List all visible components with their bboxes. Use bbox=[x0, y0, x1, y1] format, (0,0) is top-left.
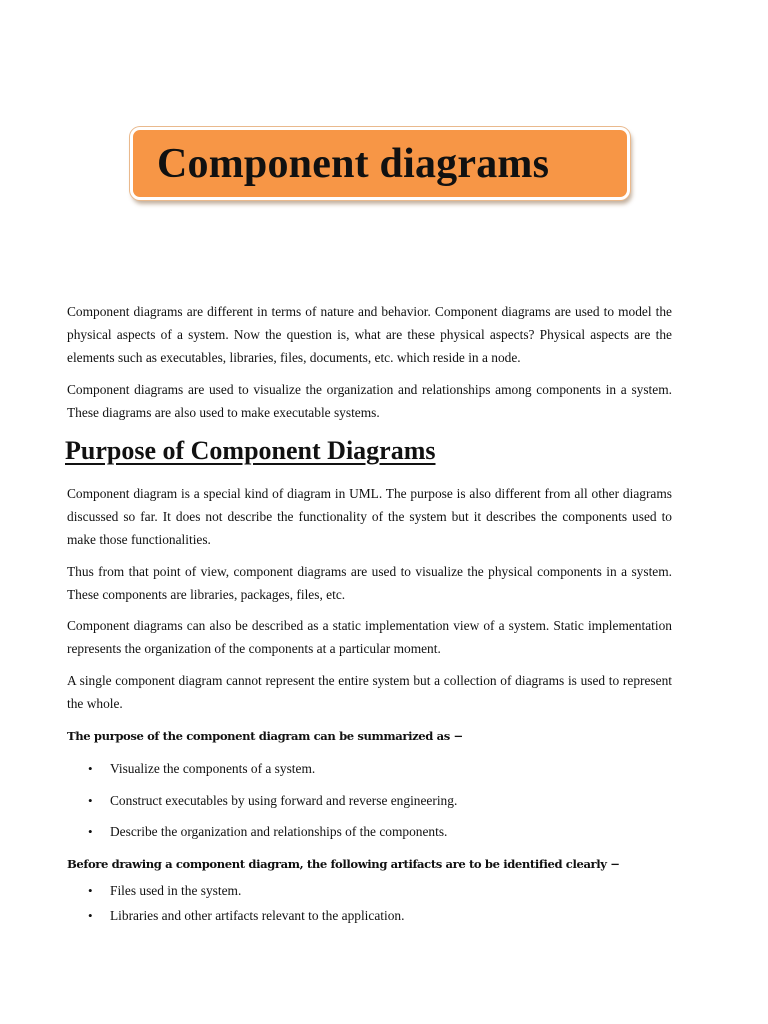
list-item-text: Describe the organization and relationships of the components. bbox=[110, 824, 448, 839]
page-title: Component diagrams bbox=[157, 140, 550, 187]
list-item-text: Visualize the components of a system. bbox=[110, 761, 316, 776]
list-item bbox=[88, 822, 447, 842]
purpose-paragraph-3: Component diagrams can also be described as a static implementation view of a system. Static implementation represents the organization of the components at a particular moment. bbox=[67, 618, 672, 656]
list-item-text: Files used in the system. bbox=[110, 883, 242, 898]
bullet-icon: • bbox=[88, 824, 93, 839]
title-banner bbox=[130, 127, 630, 200]
intro-paragraph-2: Component diagrams are used to visualize the organization and relationships among components in a system. These diagrams are also used to make executable systems. bbox=[67, 382, 672, 420]
summary-label: The purpose of the component diagram can be summarized as − bbox=[67, 729, 463, 743]
section-heading-purpose: Purpose of Component Diagrams bbox=[65, 436, 436, 465]
intro-paragraph-1: Component diagrams are different in terms of nature and behavior. Component diagrams are used to model the physical aspects of a system. Now the question is, what are these physical aspects? Physical aspects are the elements such as executables, libraries, files, documents, etc. which reside in a node. bbox=[67, 304, 672, 365]
bullet-icon: • bbox=[88, 761, 93, 776]
bullet-icon: • bbox=[88, 883, 93, 898]
list-item bbox=[88, 791, 457, 811]
purpose-paragraph-1: Component diagram is a special kind of diagram in UML. The purpose is also different from all other diagrams discussed so far. It does not describe the functionality of the system but it describes the components used to make those functionalities. bbox=[67, 486, 672, 547]
bullet-icon: • bbox=[88, 908, 93, 923]
artifacts-label: Before drawing a component diagram, the following artifacts are to be identified clearly − bbox=[67, 857, 620, 871]
purpose-paragraph-4: A single component diagram cannot represent the entire system but a collection of diagrams is used to represent the whole. bbox=[67, 673, 672, 711]
list-item-text: Libraries and other artifacts relevant to the application. bbox=[110, 908, 405, 923]
list-item bbox=[88, 759, 315, 779]
list-item bbox=[88, 881, 241, 901]
bullet-icon: • bbox=[88, 793, 93, 808]
list-item bbox=[88, 906, 404, 926]
list-item-text: Construct executables by using forward and reverse engineering. bbox=[110, 793, 458, 808]
purpose-paragraph-2: Thus from that point of view, component diagrams are used to visualize the physical components in a system. These components are libraries, packages, files, etc. bbox=[67, 564, 672, 602]
